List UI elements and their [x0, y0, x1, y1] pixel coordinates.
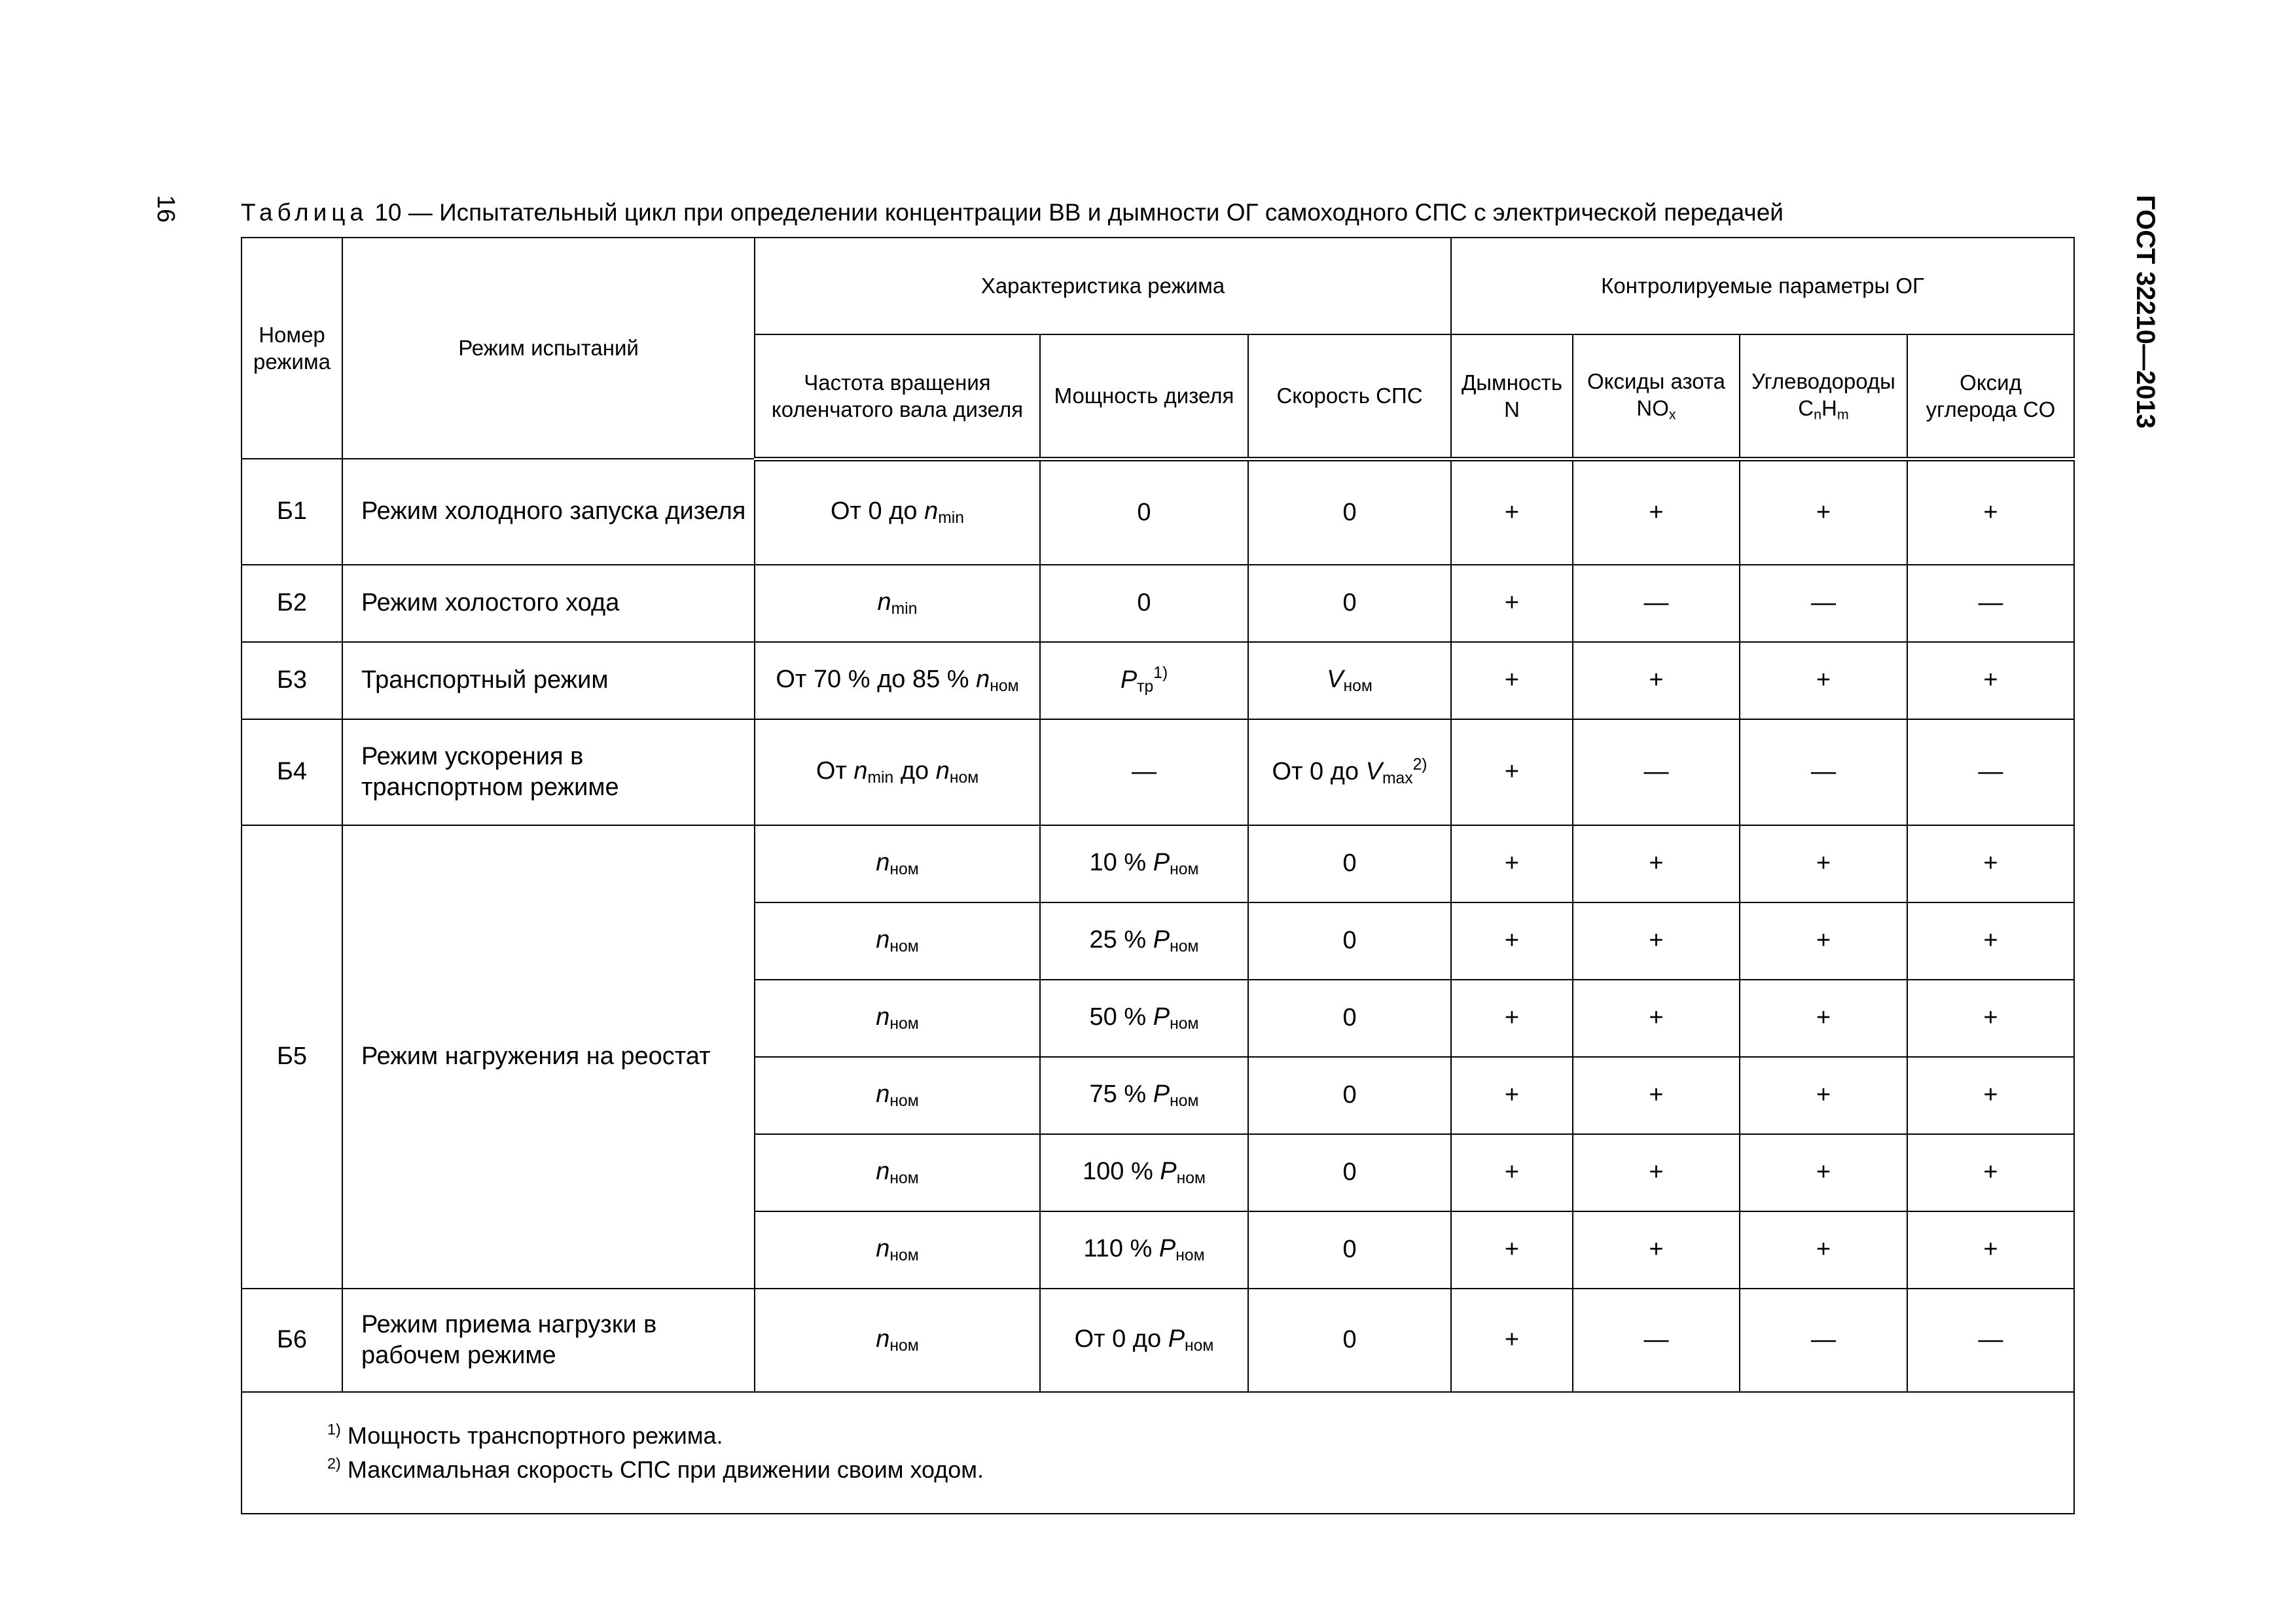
sps-speed: От 0 до $V_{max}^{2)}$: [1248, 719, 1451, 825]
smoke-value: +: [1451, 1211, 1573, 1289]
header-smoke: Дымность N: [1451, 334, 1573, 459]
caption-text: 10 — Испытательный цикл при определении концентрации ВВ и дымности ОГ самоходного СПС с электрической передачей: [374, 199, 1784, 226]
smoke-value: +: [1451, 1134, 1573, 1211]
hc-value: +: [1740, 902, 1907, 980]
sps-speed: 0: [1248, 980, 1451, 1057]
smoke-value: +: [1451, 459, 1573, 565]
diesel-power: От 0 до $P_{ном}$: [1040, 1289, 1248, 1392]
co-value: —: [1907, 565, 2074, 642]
diesel-power: —: [1040, 719, 1248, 825]
nox-value: —: [1573, 719, 1740, 825]
diesel-power: 0: [1040, 459, 1248, 565]
mode-number: Б3: [242, 642, 342, 719]
test-mode: Транспортный режим: [342, 642, 755, 719]
crankshaft-speed: $n_{ном}$: [755, 980, 1040, 1057]
mode-number: Б2: [242, 565, 342, 642]
co-value: +: [1907, 1057, 2074, 1134]
table-row: [242, 459, 2074, 565]
hc-value: +: [1740, 825, 1907, 902]
co-value: +: [1907, 1134, 2074, 1211]
crankshaft-speed: $n_{ном}$: [755, 1289, 1040, 1392]
crankshaft-speed: $n_{ном}$: [755, 1211, 1040, 1289]
nox-value: +: [1573, 642, 1740, 719]
page-number: 16: [152, 195, 179, 223]
sps-speed: 0: [1248, 565, 1451, 642]
nox-value: —: [1573, 565, 1740, 642]
header-test-mode: Режим испытаний: [342, 238, 755, 459]
nox-value: +: [1573, 1134, 1740, 1211]
nox-value: +: [1573, 1057, 1740, 1134]
crankshaft-speed: $n_{ном}$: [755, 902, 1040, 980]
header-controlled-params: Контролируемые параметры ОГ: [1451, 238, 2074, 334]
hc-value: +: [1740, 459, 1907, 565]
co-value: +: [1907, 825, 2074, 902]
crankshaft-speed: От $n_{min}$ до $n_{ном}$: [755, 719, 1040, 825]
smoke-value: +: [1451, 902, 1573, 980]
table-row: [242, 565, 2074, 642]
header-hydrocarbons: Углеводороды $C_nH_m$: [1740, 334, 1907, 459]
co-value: +: [1907, 902, 2074, 980]
diesel-power: 0: [1040, 565, 1248, 642]
footnote: $^{2)}$ Максимальная скорость СПС при движении своим ходом.: [327, 1455, 984, 1484]
sps-speed: 0: [1248, 459, 1451, 565]
header-sps-speed: Скорость СПС: [1248, 334, 1451, 459]
mode-number: Б5: [242, 825, 342, 1289]
smoke-value: +: [1451, 642, 1573, 719]
sps-speed: 0: [1248, 825, 1451, 902]
header-co: Оксид углерода CO: [1907, 334, 2074, 459]
co-value: —: [1907, 1289, 2074, 1392]
crankshaft-speed: $n_{ном}$: [755, 1134, 1040, 1211]
diesel-power: 75 % $P_{ном}$: [1040, 1057, 1248, 1134]
sps-speed: 0: [1248, 902, 1451, 980]
nox-value: +: [1573, 825, 1740, 902]
smoke-value: +: [1451, 825, 1573, 902]
test-mode: Режим нагружения на реостат: [342, 825, 755, 1289]
sps-speed: $V_{ном}$: [1248, 642, 1451, 719]
diesel-power: 10 % $P_{ном}$: [1040, 825, 1248, 902]
test-mode: Режим ускорения в транспортном режиме: [342, 719, 755, 825]
sps-speed: 0: [1248, 1211, 1451, 1289]
diesel-power: 110 % $P_{ном}$: [1040, 1211, 1248, 1289]
document-code: ГОСТ 32210—2013: [2131, 195, 2160, 429]
smoke-value: +: [1451, 1289, 1573, 1392]
co-value: —: [1907, 719, 2074, 825]
hc-value: —: [1740, 1289, 1907, 1392]
footnote: $^{1)}$ Мощность транспортного режима.: [327, 1420, 723, 1449]
smoke-value: +: [1451, 1057, 1573, 1134]
test-mode: Режим приема нагрузки в рабочем режиме: [342, 1289, 755, 1392]
mode-number: Б6: [242, 1289, 342, 1392]
sps-speed: 0: [1248, 1134, 1451, 1211]
crankshaft-speed: $n_{min}$: [755, 565, 1040, 642]
hc-value: +: [1740, 1134, 1907, 1211]
nox-value: —: [1573, 1289, 1740, 1392]
header-mode-characteristics: Характеристика режима: [755, 238, 1451, 334]
smoke-value: +: [1451, 980, 1573, 1057]
test-mode: Режим холостого хода: [342, 565, 755, 642]
diesel-power: 100 % $P_{ном}$: [1040, 1134, 1248, 1211]
hc-value: +: [1740, 1211, 1907, 1289]
header-mode-number: Номер режима: [242, 238, 342, 459]
co-value: +: [1907, 459, 2074, 565]
hc-value: —: [1740, 719, 1907, 825]
table-row: [242, 825, 2074, 902]
test-mode: Режим холодного запуска дизеля: [342, 459, 755, 565]
co-value: +: [1907, 1211, 2074, 1289]
diesel-power: 50 % $P_{ном}$: [1040, 980, 1248, 1057]
nox-value: +: [1573, 1211, 1740, 1289]
table-row: [242, 642, 2074, 719]
diesel-power: $P_{тр}^{1)}$: [1040, 642, 1248, 719]
mode-number: Б4: [242, 719, 342, 825]
crankshaft-speed: От 70 % до 85 % $n_{ном}$: [755, 642, 1040, 719]
smoke-value: +: [1451, 565, 1573, 642]
test-cycle-table: [241, 237, 2075, 1514]
co-value: +: [1907, 980, 2074, 1057]
crankshaft-speed: $n_{ном}$: [755, 825, 1040, 902]
sps-speed: 0: [1248, 1289, 1451, 1392]
co-value: +: [1907, 642, 2074, 719]
hc-value: —: [1740, 565, 1907, 642]
nox-value: +: [1573, 902, 1740, 980]
hc-value: +: [1740, 642, 1907, 719]
table-row: [242, 1289, 2074, 1392]
header-crankshaft-speed: Частота вращения коленчатого вала дизеля: [755, 334, 1040, 459]
mode-number: Б1: [242, 459, 342, 565]
header-nox: Оксиды азота $NO_x$: [1573, 334, 1740, 459]
sps-speed: 0: [1248, 1057, 1451, 1134]
table-row: [242, 719, 2074, 825]
hc-value: +: [1740, 980, 1907, 1057]
nox-value: +: [1573, 980, 1740, 1057]
caption-word: Таблица: [241, 199, 368, 226]
footnotes: [242, 1392, 2074, 1514]
smoke-value: +: [1451, 719, 1573, 825]
table-caption: [241, 200, 1784, 226]
hc-value: +: [1740, 1057, 1907, 1134]
crankshaft-speed: От 0 до $n_{min}$: [755, 459, 1040, 565]
nox-value: +: [1573, 459, 1740, 565]
diesel-power: 25 % $P_{ном}$: [1040, 902, 1248, 980]
header-diesel-power: Мощность дизеля: [1040, 334, 1248, 459]
crankshaft-speed: $n_{ном}$: [755, 1057, 1040, 1134]
footnotes-row: [242, 1392, 2074, 1514]
